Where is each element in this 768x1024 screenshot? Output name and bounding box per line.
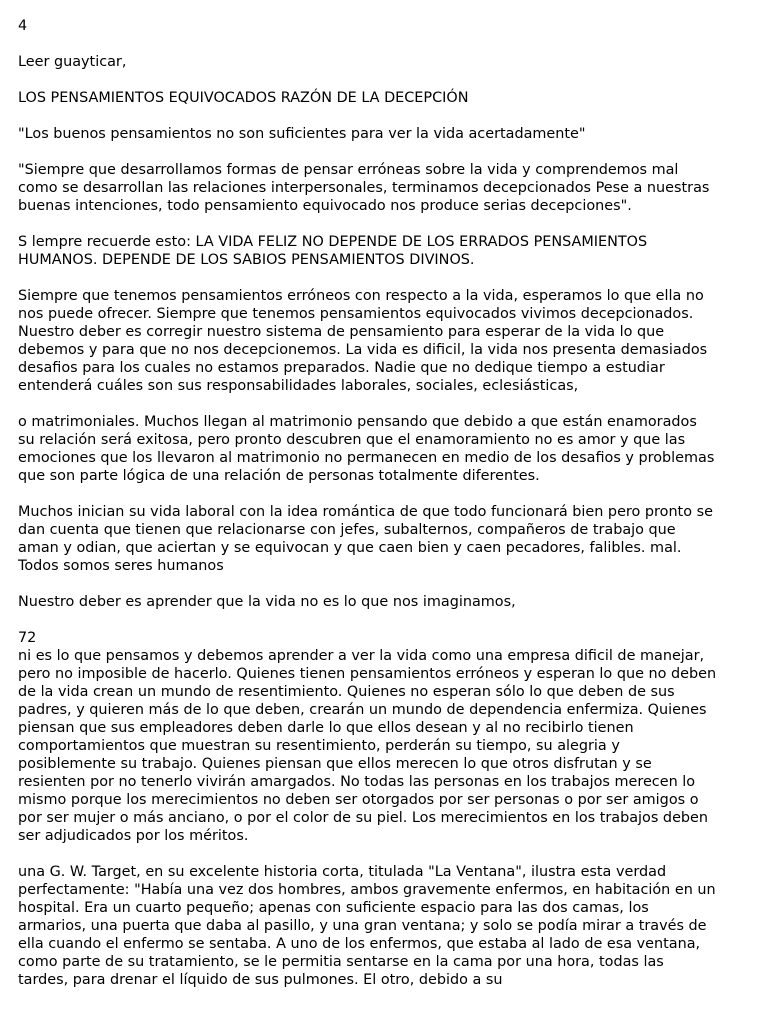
body-paragraph-2: o matrimoniales. Muchos llegan al matrimonio pensando que debido a que están enamorados su relación será exitosa, pero pronto descubren que el enamoramiento no es amor y que las emociones que los llevaron al matrimonio no permanecen en medio de los desafios y problemas que son parte lógica de una relación de personas totalmente diferentes. — [18, 414, 715, 484]
body-paragraph-3: Muchos inician su vida laboral con la idea romántica de que todo funcionará bien pero pronto se dan cuenta que tienen que relacionarse con jefes, subalternos, compañeros de trabajo que aman y odian, que aciertan y se equivocan y que caen bien y caen pecadores, falibles. mal. Todos somos seres humanos — [18, 504, 713, 574]
body-paragraph-4: Nuestro deber es aprender que la vida no es lo que nos imaginamos, — [18, 594, 516, 610]
page-number-mid: 72 — [18, 630, 37, 646]
remember-paragraph: S lempre recuerde esto: LA VIDA FELIZ NO DEPENDE DE LOS ERRADOS PENSAMIENTOS HUMANOS. DEPENDE DE LOS SABIOS PENSAMIENTOS DIVINOS. — [18, 234, 648, 268]
body-paragraph-6: una G. W. Target, en su excelente historia corta, titulada "La Ventana", ilustra esta verdad perfectamente: "Había una vez dos hombres, ambos gravemente enfermos, en habitación en un hospital. Era un cuarto pequeño; apenas con suficiente espacio para las dos camas, los armarios, una puerta que daba al pasillo, y una gran ventana; y solo se podía mirar a través de ella cuando el enfermo se sentaba. A uno de los enfermos, que estaba al lado de esa ventana, como parte de su tratamiento, se le permitia sentarse en la cama por una hora, todas las tardes, para drenar el líquido de sus pulmones. El otro, debido a su — [18, 864, 716, 988]
body-paragraph-5: ni es lo que pensamos y debemos aprender a ver la vida como una empresa dificil de manejar, pero no imposible de hacerlo. Quienes tienen pensamientos erróneos y esperan lo que no deben de la vida crean un mundo de resentimiento. Quienes no esperan sólo lo que deben de sus padres, y quieren más de lo que deben, crearán un mundo de dependencia enfermiza. Quienes piensan que sus empleadores deben darle lo que ellos desean y al no recibirlo tienen comportamientos que muestran su resentimiento, perderán su tiempo, su alegria y posiblemente su trabajo. Quienes piensan que ellos merecen lo que otros disfrutan y se resienten por no tenerlo vivirán amargados. No todas las personas en los trabajos merecen lo mismo porque los merecimientos no deben ser otorgados por ser personas o por ser amigos o por ser mujer o más anciano, o por el color de su piel. Los merecimientos en los trabajos deben ser adjudicados por los méritos. — [18, 648, 717, 844]
body-paragraph-1: Siempre que tenemos pensamientos erróneos con respecto a la vida, esperamos lo que ella no nos puede ofrecer. Siempre que tenemos pensamientos equivocados vivimos decepcionados. Nuestro deber es corregir nuestro sistema de pensamiento para esperar de la vida lo que debemos y para que no nos decepcionemos. La vida es dificil, la vida nos presenta demasiados desafios para los cuales no estamos preparados. Nadie que no dedique tiempo a estudiar entenderá cuáles son sus responsabilidades laborales, sociales, eclesiásticas, — [18, 288, 708, 394]
document-page — [18, 17, 758, 1007]
page-number-top: 4 — [18, 18, 28, 34]
quote-paragraph-long: "Siempre que desarrollamos formas de pensar erróneas sobre la vida y comprendemos mal como se desarrollan las relaciones interpersonales, terminamos decepcionados Pese a nuestras buenas intenciones, todo pensamiento equivocado nos produce serias decepciones". — [18, 162, 710, 214]
section-heading: LOS PENSAMIENTOS EQUIVOCADOS RAZÓN DE LA DECEPCIÓN — [18, 90, 469, 106]
quote-paragraph: "Los buenos pensamientos no son suficientes para ver la vida acertadamente" — [18, 126, 586, 142]
greeting: Leer guayticar, — [18, 54, 127, 70]
